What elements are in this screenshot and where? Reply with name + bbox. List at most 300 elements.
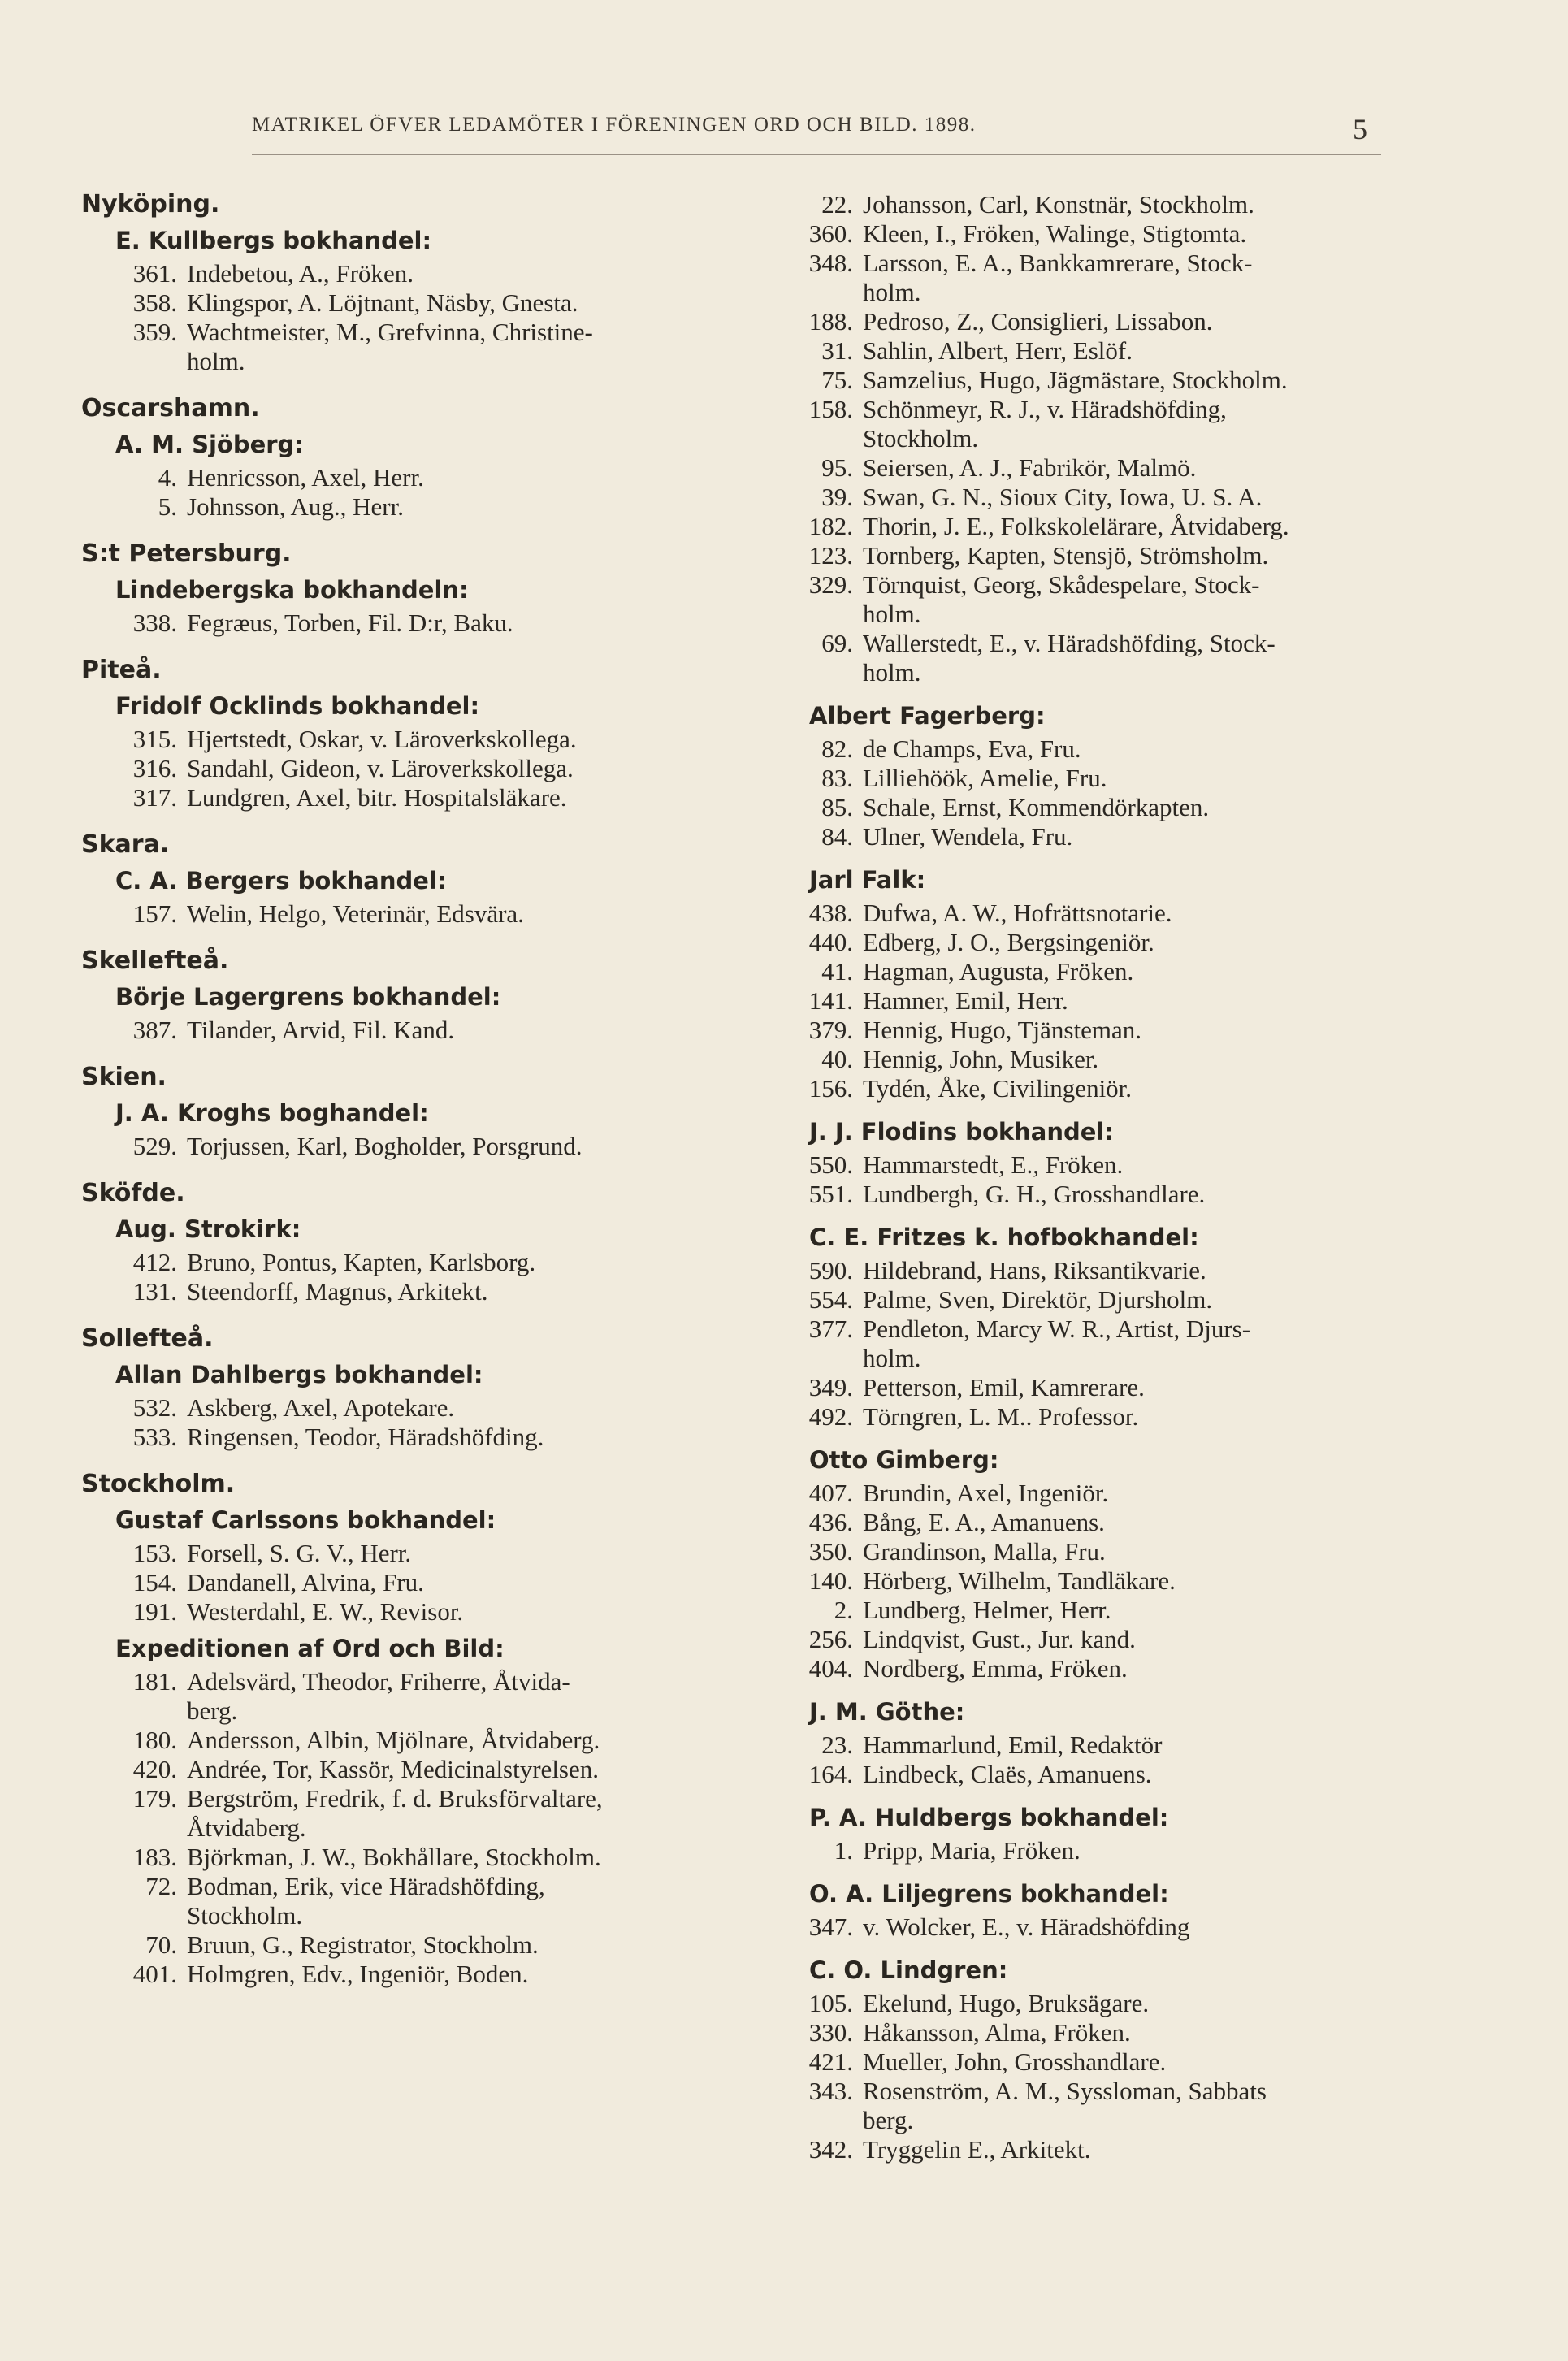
member-number: 343. [808,2077,853,2105]
member-text [187,1930,731,1960]
member-entry [81,1132,731,1161]
member-text [187,1960,731,1989]
member-name: Hamner, Emil, Herr. [863,986,1068,1015]
member-entry [81,1393,731,1423]
dealer-heading: Otto Gimberg: [809,1446,999,1474]
member-name: Indebetou, A., Fröken. [187,259,414,288]
member-number: 554. [808,1285,853,1314]
member-entry [81,754,731,783]
member-name: de Champs, Eva, Fru. [863,734,1081,763]
member-number: 188. [808,307,853,336]
page-number: 5 [1353,113,1367,145]
member-entry [81,1277,731,1306]
member-text [863,957,1430,986]
member-number: 315. [132,725,177,753]
dealer-heading: Gustaf Carlssons bokhandel: [115,1506,496,1534]
member-text [863,1479,1430,1508]
member-name: Kleen, I., Fröken, Walinge, Stigtomta. [863,219,1247,248]
member-text [863,2018,1430,2047]
member-entry [780,1256,1430,1285]
member-name: Brundin, Axel, Ingeniör. [863,1479,1109,1507]
member-name: Edberg, J. O., Bergsingeniör. [863,928,1154,956]
member-text [187,1568,731,1597]
member-name: Bång, E. A., Amanuens. [863,1508,1105,1536]
member-name: Bruno, Pontus, Kapten, Karlsborg. [187,1248,536,1276]
member-number: 181. [132,1667,177,1696]
member-text [863,1566,1430,1596]
member-number: 153. [132,1539,177,1567]
member-text [863,219,1430,249]
member-entry [780,1315,1430,1373]
member-number: 377. [808,1315,853,1343]
member-entry [81,1872,731,1930]
member-name: Sandahl, Gideon, v. Läroverkskollega. [187,754,574,782]
member-number: 4. [158,463,177,492]
member-number: 2. [834,1596,853,1624]
member-text [863,1315,1430,1373]
member-name: Forsell, S. G. V., Herr. [187,1539,412,1567]
member-entry [780,2135,1430,2164]
member-text [187,288,731,318]
member-name: Tryggelin E., Arkitekt. [863,2135,1091,2164]
member-number: 349. [808,1373,853,1401]
member-text [863,190,1430,219]
member-continuation: holm. [863,1344,921,1372]
member-number: 529. [132,1132,177,1160]
member-text [863,928,1430,957]
member-text [187,725,731,754]
member-name: v. Wolcker, E., v. Häradshöfding [863,1913,1190,1941]
member-number: 69. [821,629,853,657]
member-text [187,259,731,288]
member-number: 75. [821,366,853,394]
city-heading: Skellefteå. [81,947,229,975]
member-name: Ringensen, Teodor, Häradshöfding. [187,1423,544,1451]
member-number: 85. [821,793,853,821]
dealer-heading: C. E. Fritzes k. hofbokhandel: [809,1224,1199,1251]
dealer-heading: A. M. Sjöberg: [115,431,304,458]
member-text [863,249,1430,307]
member-text [863,307,1430,336]
member-entry [81,288,731,318]
member-text [863,1731,1430,1760]
member-number: 183. [132,1843,177,1871]
member-text [863,1760,1430,1789]
member-number: 131. [132,1277,177,1306]
member-entry [81,1016,731,1045]
member-entry [780,822,1430,851]
member-text [187,1248,731,1277]
member-number: 404. [808,1654,853,1683]
city-heading: Stockholm. [81,1470,236,1498]
dealer-section [780,1118,1430,1209]
member-text [187,463,731,492]
member-continuation: Stockholm. [187,1901,303,1930]
member-text [863,1654,1430,1683]
member-number: 82. [821,734,853,763]
member-number: 412. [132,1248,177,1276]
member-number: 407. [808,1479,853,1507]
member-text [863,453,1430,483]
member-text [187,492,731,522]
member-number: 40. [821,1045,853,1073]
member-text [863,986,1430,1016]
member-name: Welin, Helgo, Veterinär, Edsvära. [187,899,524,928]
dealer-heading: C. O. Lindgren: [809,1956,1008,1984]
member-text [863,1836,1430,1865]
dealer-section [780,190,1430,687]
member-text [863,1373,1430,1402]
member-number: 387. [132,1016,177,1044]
member-entry [780,986,1430,1016]
member-entry [780,734,1430,764]
dealer-heading: J. J. Flodins bokhandel: [809,1118,1114,1146]
member-name: Tilander, Arvid, Fil. Kand. [187,1016,455,1044]
member-number: 361. [132,259,177,288]
member-entry [780,1836,1430,1865]
member-entry [780,1596,1430,1625]
member-number: 348. [808,249,853,277]
dealer-section [780,1446,1430,1683]
member-text [863,395,1430,453]
member-name: Pedroso, Z., Consiglieri, Lissabon. [863,307,1213,336]
member-number: 532. [132,1393,177,1422]
dealer-section [780,1698,1430,1789]
member-number: 157. [132,899,177,928]
member-entry [81,318,731,376]
member-text [863,899,1430,928]
member-name: Andrée, Tor, Kassör, Medicinalstyrelsen. [187,1755,600,1783]
member-number: 95. [821,453,853,482]
member-number: 533. [132,1423,177,1451]
member-entry [81,492,731,522]
member-name: Håkansson, Alma, Fröken. [863,2018,1131,2047]
member-name: Mueller, John, Grosshandlare. [863,2047,1167,2076]
member-number: 72. [145,1872,177,1900]
member-name: Fegræus, Torben, Fil. D:r, Baku. [187,609,513,637]
member-continuation: berg. [863,2106,914,2134]
member-continuation: holm. [187,347,245,375]
member-entry [780,1045,1430,1074]
member-entry [780,764,1430,793]
member-entry [780,453,1430,483]
member-text [863,2047,1430,2077]
member-text [863,629,1430,687]
left-column [81,190,731,1994]
member-entry [780,570,1430,629]
member-text [187,783,731,812]
member-number: 156. [808,1074,853,1103]
member-name: Adelsvärd, Theodor, Friherre, Åtvida- [187,1667,570,1696]
member-entry [780,1654,1430,1683]
member-entry [81,725,731,754]
member-text [863,1537,1430,1566]
member-entry [780,1989,1430,2018]
member-number: 39. [821,483,853,511]
member-text [863,1180,1430,1209]
member-entry [81,1248,731,1277]
member-name: Petterson, Emil, Kamrerare. [863,1373,1145,1401]
city-section [81,1063,731,1161]
member-entry [780,1508,1430,1537]
city-section [81,539,731,638]
member-name: Wallerstedt, E., v. Häradshöfding, Stock- [863,629,1276,657]
member-entry [81,1784,731,1843]
member-entry [780,928,1430,957]
member-text [187,318,731,376]
city-section [81,830,731,929]
dealer-heading: Börje Lagergrens bokhandel: [115,983,501,1011]
dealer-heading: Allan Dahlbergs bokhandel: [115,1361,483,1388]
dealer-heading: J. A. Kroghs boghandel: [115,1099,429,1127]
member-entry [780,2077,1430,2135]
city-section [81,947,731,1045]
member-name: Sahlin, Albert, Herr, Eslöf. [863,336,1133,365]
member-name: Ekelund, Hugo, Bruksägare. [863,1989,1150,2017]
member-name: Hörberg, Wilhelm, Tandläkare. [863,1566,1176,1595]
member-name: Hennig, Hugo, Tjänsteman. [863,1016,1141,1044]
member-entry [780,2018,1430,2047]
member-entry [780,1731,1430,1760]
member-name: Törngren, L. M.. Professor. [863,1402,1139,1431]
member-number: 22. [821,190,853,219]
member-number: 329. [808,570,853,599]
member-name: Torjussen, Karl, Bogholder, Porsgrund. [187,1132,583,1160]
member-text [187,899,731,929]
member-entry [780,307,1430,336]
member-text [863,1625,1430,1654]
member-number: 179. [132,1784,177,1813]
city-heading: Sollefteå. [81,1324,214,1353]
member-text [863,2135,1430,2164]
member-text [187,1872,731,1930]
member-name: Hennig, John, Musiker. [863,1045,1099,1073]
running-header: MATRIKEL ÖFVER LEDAMÖTER I FÖRENINGEN ORD OCH BILD. 1898. [252,114,977,136]
member-number: 316. [132,754,177,782]
member-text [863,1256,1430,1285]
member-name: Björkman, J. W., Bokhållare, Stockholm. [187,1843,601,1871]
member-number: 401. [132,1960,177,1988]
member-name: Thorin, J. E., Folkskolelärare, Åtvidaberg. [863,512,1289,540]
member-entry [780,1402,1430,1432]
member-text [863,1285,1430,1315]
member-text [187,1132,731,1161]
member-name: Törnquist, Georg, Skådespelare, Stock- [863,570,1260,599]
member-number: 590. [808,1256,853,1284]
member-number: 350. [808,1537,853,1566]
member-name: Pendleton, Marcy W. R., Artist, Djurs- [863,1315,1251,1343]
member-entry [780,2047,1430,2077]
member-text [863,336,1430,366]
member-entry [780,1150,1430,1180]
member-name: Lundberg, Helmer, Herr. [863,1596,1111,1624]
member-number: 180. [132,1726,177,1754]
member-entry [81,1843,731,1872]
member-number: 164. [808,1760,853,1788]
member-text [863,1508,1430,1537]
member-entry [780,190,1430,219]
member-text [863,570,1430,629]
member-name: Grandinson, Malla, Fru. [863,1537,1106,1566]
member-text [187,1016,731,1045]
dealer-heading: Lindebergska bokhandeln: [115,576,469,604]
member-number: 84. [821,822,853,851]
city-section [81,1470,731,1989]
member-entry [81,1755,731,1784]
member-number: 358. [132,288,177,317]
member-text [863,1150,1430,1180]
member-name: Lundgren, Axel, bitr. Hospitalsläkare. [187,783,567,812]
member-name: Lindqvist, Gust., Jur. kand. [863,1625,1136,1653]
member-entry [780,1760,1430,1789]
member-number: 438. [808,899,853,927]
member-entry [780,1373,1430,1402]
member-number: 105. [808,1989,853,2017]
member-text [863,1913,1430,1942]
member-entry [780,541,1430,570]
member-entry [81,783,731,812]
member-text [863,1074,1430,1103]
member-number: 70. [145,1930,177,1959]
city-heading: S:t Petersburg. [81,539,292,568]
dealer-heading: J. M. Göthe: [809,1698,965,1726]
member-text [863,793,1430,822]
member-name: Hagman, Augusta, Fröken. [863,957,1134,986]
member-entry [780,249,1430,307]
member-text [187,754,731,783]
member-number: 83. [821,764,853,792]
member-name: Tydén, Åke, Civilingeniör. [863,1074,1133,1103]
member-entry [780,1074,1430,1103]
dealer-section [780,1804,1430,1865]
member-name: Palme, Sven, Direktör, Djursholm. [863,1285,1213,1314]
city-heading: Nyköping. [81,190,220,219]
member-name: Swan, G. N., Sioux City, Iowa, U. S. A. [863,483,1263,511]
member-name: Johansson, Carl, Konstnär, Stockholm. [863,190,1254,219]
member-text [187,1843,731,1872]
member-number: 338. [132,609,177,637]
member-name: Lindbeck, Claës, Amanuens. [863,1760,1152,1788]
member-number: 492. [808,1402,853,1431]
member-number: 5. [158,492,177,521]
dealer-heading: C. A. Bergers bokhandel: [115,867,447,895]
member-entry [81,1726,731,1755]
member-continuation: holm. [863,600,921,628]
member-number: 154. [132,1568,177,1596]
member-number: 317. [132,783,177,812]
city-section [81,1324,731,1452]
member-continuation: holm. [863,278,921,306]
member-name: Johnsson, Aug., Herr. [187,492,404,521]
dealer-section [780,1956,1430,2164]
dealer-heading: Aug. Strokirk: [115,1215,301,1243]
member-entry [780,1285,1430,1315]
member-name: Tornberg, Kapten, Stensjö, Strömsholm. [863,541,1269,570]
member-text [187,1277,731,1306]
city-heading: Skara. [81,830,170,859]
member-number: 191. [132,1597,177,1626]
member-name: Larsson, E. A., Bankkamrerare, Stock- [863,249,1253,277]
member-number: 551. [808,1180,853,1208]
dealer-heading: Albert Fagerberg: [809,702,1046,730]
member-continuation: holm. [863,658,921,687]
member-text [187,1423,731,1452]
member-text [187,1784,731,1843]
member-number: 420. [132,1755,177,1783]
member-name: Ulner, Wendela, Fru. [863,822,1073,851]
member-entry [780,336,1430,366]
member-entry [780,793,1430,822]
member-name: Pripp, Maria, Fröken. [863,1836,1081,1865]
member-text [863,1402,1430,1432]
member-entry [81,1597,731,1627]
member-text [187,1667,731,1726]
member-number: 140. [808,1566,853,1595]
member-name: Hammarstedt, E., Fröken. [863,1150,1124,1179]
dealer-heading: Fridolf Ocklinds bokhandel: [115,692,480,720]
member-name: Wachtmeister, M., Grefvinna, Christine- [187,318,593,346]
city-section [81,394,731,522]
member-text [863,822,1430,851]
member-name: Klingspor, A. Löjtnant, Näsby, Gnesta. [187,288,578,317]
member-continuation: berg. [187,1696,238,1725]
member-entry [780,1537,1430,1566]
member-name: Schale, Ernst, Kommendörkapten. [863,793,1210,821]
member-text [863,483,1430,512]
dealer-heading: P. A. Huldbergs bokhandel: [809,1804,1169,1831]
member-number: 436. [808,1508,853,1536]
member-number: 1. [834,1836,853,1865]
member-number: 359. [132,318,177,346]
member-name: Bergström, Fredrik, f. d. Bruksförvaltare, [187,1784,603,1813]
member-text [863,1045,1430,1074]
dealer-heading: Jarl Falk: [809,866,926,894]
city-heading: Oscarshamn. [81,394,260,422]
member-entry [81,1960,731,1989]
member-name: Hjertstedt, Oskar, v. Läroverkskollega. [187,725,577,753]
member-entry [780,1913,1430,1942]
member-entry [780,1180,1430,1209]
member-name: Dufwa, A. W., Hofrättsnotarie. [863,899,1172,927]
member-number: 158. [808,395,853,423]
member-name: Westerdahl, E. W., Revisor. [187,1597,464,1626]
member-number: 342. [808,2135,853,2164]
member-name: Henricsson, Axel, Herr. [187,463,424,492]
member-name: Schönmeyr, R. J., v. Häradshöfding, [863,395,1227,423]
member-entry [780,1479,1430,1508]
member-name: Samzelius, Hugo, Jägmästare, Stockholm. [863,366,1288,394]
member-name: Hammarlund, Emil, Redaktör [863,1731,1163,1759]
member-name: Dandanell, Alvina, Fru. [187,1568,424,1596]
dealer-section [780,1224,1430,1432]
member-name: Andersson, Albin, Mjölnare, Åtvidaberg. [187,1726,600,1754]
member-text [863,1596,1430,1625]
member-name: Steendorff, Magnus, Arkitekt. [187,1277,488,1306]
member-text [863,1016,1430,1045]
member-number: 23. [821,1731,853,1759]
member-number: 256. [808,1625,853,1653]
member-name: Rosenström, A. M., Syssloman, Sabbats [863,2077,1267,2105]
member-entry [780,219,1430,249]
dealer-section [780,1880,1430,1942]
member-text [187,1726,731,1755]
member-number: 141. [808,986,853,1015]
member-name: Seiersen, A. J., Fabrikör, Malmö. [863,453,1197,482]
dealer-section [780,866,1430,1103]
dealer-section [780,702,1430,851]
member-entry [780,1016,1430,1045]
member-text [187,1539,731,1568]
